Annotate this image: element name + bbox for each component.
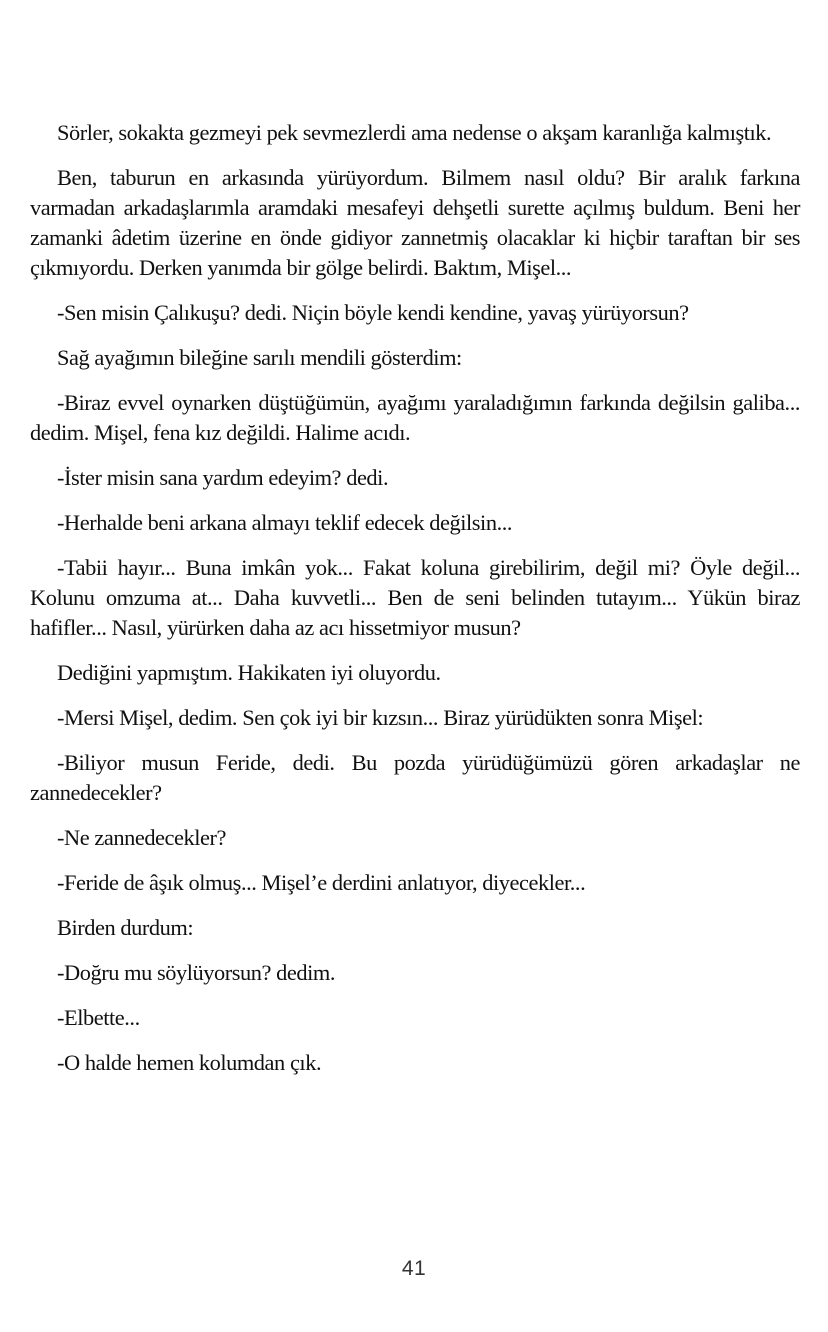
paragraph: Sörler, sokakta gezmeyi pek sevmezlerdi ama nedense o akşam karanlığa kalmıştık.	[57, 120, 772, 145]
page-number: 41	[401, 1257, 427, 1280]
paragraph: -Feride de âşık olmuş... Mişel’e derdini anlatıyor, diyecekler...	[57, 870, 586, 895]
paragraph: Birden durdum:	[57, 915, 194, 940]
paragraph: -O halde hemen kolumdan çık.	[57, 1050, 322, 1075]
paragraph: -Biraz evvel oynarken düştüğümün, ayağımı yaraladığımın farkında değilsin galiba... dedim. Mişel, fena kız değildi. Halime acıdı.	[30, 390, 800, 445]
paragraph: -Elbette...	[57, 1005, 140, 1030]
paragraph: -İster misin sana yardım edeyim? dedi.	[57, 465, 389, 490]
paragraph: -Herhalde beni arkana almayı teklif edecek değilsin...	[57, 510, 513, 535]
paragraph: Dediğini yapmıştım. Hakikaten iyi oluyordu.	[57, 660, 441, 685]
paragraph: -Mersi Mişel, dedim. Sen çok iyi bir kızsın... Biraz yürüdükten sonra Mişel:	[57, 705, 704, 730]
paragraph: -Doğru mu söylüyorsun? dedim.	[57, 960, 335, 985]
paragraph: Ben, taburun en arkasında yürüyordum. Bilmem nasıl oldu? Bir aralık farkına varmadan arkadaşlarımla aramdaki mesafeyi dehşetli surette açılmış buldum. Beni her zamanki âdetim üzerine en önde gidiyor zannetmiş olacaklar ki hiçbir taraftan bir ses çıkmıyordu. Derken yanımda bir gölge belirdi. Baktım, Mişel...	[30, 165, 800, 280]
paragraph: -Tabii hayır... Buna imkân yok... Fakat koluna girebilirim, değil mi? Öyle değil... Kolunu omzuma at... Daha kuvvetli... Ben de seni belinden tutayım... Yükün biraz hafifler... Nasıl, yürürken daha az acı hissetmiyor musun?	[30, 555, 800, 640]
paragraph: -Ne zannedecekler?	[57, 825, 227, 850]
paragraph: -Sen misin Çalıkuşu? dedi. Niçin böyle kendi kendine, yavaş yürüyorsun?	[57, 300, 689, 325]
paragraph: Sağ ayağımın bileğine sarılı mendili gösterdim:	[57, 345, 462, 370]
book-page-text	[30, 118, 800, 1093]
paragraph: -Biliyor musun Feride, dedi. Bu pozda yürüdüğümüzü gören arkadaşlar ne zannedecekler?	[30, 750, 800, 805]
